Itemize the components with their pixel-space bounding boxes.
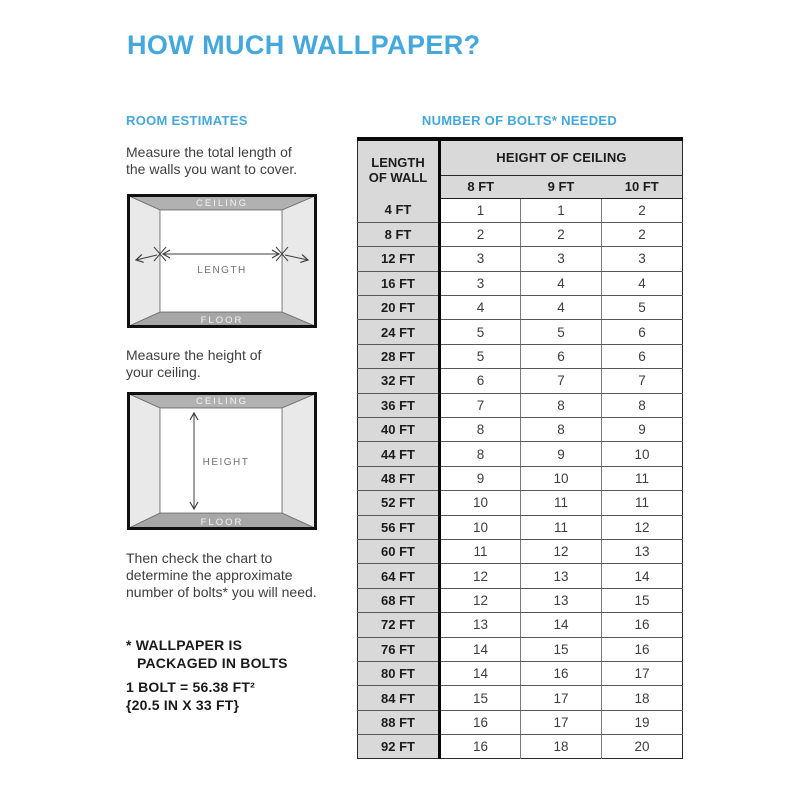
bolt-count-cell: 11	[602, 466, 683, 490]
bolt-count-cell: 17	[521, 710, 602, 734]
table-row	[358, 637, 683, 661]
ceiling-label: CEILING	[195, 396, 249, 407]
bolt-count-cell: 3	[602, 247, 683, 271]
bolt-count-cell: 7	[521, 369, 602, 393]
table-row	[358, 222, 683, 246]
wall-length-label: 64 FT	[358, 564, 440, 588]
bolt-count-cell: 3	[440, 271, 521, 295]
height-label: HEIGHT	[202, 457, 250, 468]
ceiling-label: CEILING	[195, 198, 249, 209]
bolt-count-cell: 13	[521, 564, 602, 588]
measure-length-instruction: Measure the total length of the walls you want to cover.	[126, 144, 298, 177]
bolt-count-cell: 14	[440, 661, 521, 685]
wall-length-label: 44 FT	[358, 442, 440, 466]
table-header-row-1	[358, 139, 683, 175]
wall-length-label: 40 FT	[358, 418, 440, 442]
table-row	[358, 344, 683, 368]
bolt-count-cell: 10	[440, 515, 521, 539]
bolt-count-cell: 5	[440, 320, 521, 344]
bolt-count-cell: 20	[602, 735, 683, 759]
wall-length-label: 12 FT	[358, 247, 440, 271]
room-length-diagram	[127, 194, 317, 328]
bolt-count-cell: 11	[521, 515, 602, 539]
bolt-count-cell: 12	[602, 515, 683, 539]
wall-length-label: 72 FT	[358, 613, 440, 637]
back-wall-plane	[160, 210, 282, 312]
table-row	[358, 564, 683, 588]
bolt-count-cell: 16	[440, 710, 521, 734]
bolt-count-cell: 4	[440, 296, 521, 320]
bolt-count-cell: 1	[440, 198, 521, 222]
bolt-count-cell: 9	[602, 418, 683, 442]
wall-length-label: 36 FT	[358, 393, 440, 417]
bolts-table	[357, 137, 683, 759]
bolt-count-cell: 15	[602, 588, 683, 612]
wall-length-label: 88 FT	[358, 710, 440, 734]
bolts-needed-heading: NUMBER OF BOLTS* NEEDED	[421, 113, 618, 128]
bolt-count-cell: 18	[521, 735, 602, 759]
wall-length-label: 20 FT	[358, 296, 440, 320]
bolt-count-cell: 5	[602, 296, 683, 320]
wall-length-label: 16 FT	[358, 271, 440, 295]
bolt-count-cell: 5	[440, 344, 521, 368]
left-wall-plane	[129, 196, 160, 326]
bolt-count-cell: 13	[521, 588, 602, 612]
col-header-9ft: 9 FT	[521, 175, 602, 198]
bolt-count-cell: 8	[602, 393, 683, 417]
table-row	[358, 613, 683, 637]
bolt-count-cell: 11	[602, 491, 683, 515]
bolt-count-cell: 6	[521, 344, 602, 368]
room-estimates-heading: ROOM ESTIMATES	[126, 113, 248, 128]
bolt-count-cell: 7	[602, 369, 683, 393]
table-row	[358, 320, 683, 344]
col-header-8ft: 8 FT	[440, 175, 521, 198]
bolt-count-cell: 16	[602, 613, 683, 637]
bolt-size-info: 1 BOLT = 56.38 FT² {20.5 IN X 33 FT}	[126, 679, 255, 713]
bolt-count-cell: 10	[521, 466, 602, 490]
bolt-count-cell: 12	[521, 539, 602, 563]
bolt-count-cell: 10	[440, 491, 521, 515]
right-wall-plane	[282, 196, 315, 326]
check-chart-instruction: Then check the chart to determine the approximate number of bolts* you will need.	[126, 550, 317, 600]
col-header-10ft: 10 FT	[602, 175, 683, 198]
wall-length-label: 48 FT	[358, 466, 440, 490]
bolt-count-cell: 14	[521, 613, 602, 637]
bolt-count-cell: 3	[521, 247, 602, 271]
bolt-count-cell: 10	[602, 442, 683, 466]
table-row	[358, 710, 683, 734]
bolt-count-cell: 15	[440, 686, 521, 710]
bolt-count-cell: 4	[602, 271, 683, 295]
bolt-count-cell: 16	[472, 739, 489, 755]
bolt-count-cell: 17	[521, 686, 602, 710]
bolt-count-cell: 11	[521, 491, 602, 515]
table-row	[358, 418, 683, 442]
bolt-count-cell: 14	[602, 564, 683, 588]
table-row	[358, 393, 683, 417]
length-label: LENGTH	[197, 265, 247, 276]
measure-height-instruction: Measure the height of your ceiling.	[126, 347, 262, 380]
floor-label: FLOOR	[200, 517, 244, 528]
bolt-count-cell: 9	[521, 442, 602, 466]
bolt-count-cell: 6	[602, 344, 683, 368]
table-row	[358, 271, 683, 295]
wall-length-label: 8 FT	[358, 222, 440, 246]
bolt-count-cell: 12	[440, 564, 521, 588]
table-row	[358, 491, 683, 515]
table-row	[358, 735, 683, 759]
bolts-table-body	[358, 198, 683, 759]
table-row	[358, 588, 683, 612]
bolt-count-cell: 13	[440, 613, 521, 637]
wall-length-label: 56 FT	[358, 515, 440, 539]
wall-length-label: 84 FT	[358, 686, 440, 710]
bolt-count-cell: 2	[602, 222, 683, 246]
table-row	[358, 247, 683, 271]
wall-length-label: 80 FT	[358, 661, 440, 685]
table-row	[358, 686, 683, 710]
bolt-count-cell: 1	[521, 198, 602, 222]
wall-length-label: 60 FT	[358, 539, 440, 563]
wall-length-label: 4 FT	[358, 198, 440, 222]
bolt-count-cell: 5	[521, 320, 602, 344]
table-row	[358, 539, 683, 563]
room-height-diagram	[127, 392, 317, 530]
bolt-count-cell: 9	[440, 466, 521, 490]
table-row	[358, 296, 683, 320]
bolt-count-cell: 15	[521, 637, 602, 661]
wall-length-label: 32 FT	[358, 369, 440, 393]
bolt-count-cell: 4	[521, 271, 602, 295]
bolt-count-cell: 2	[602, 198, 683, 222]
bolt-count-cell: 3	[440, 247, 521, 271]
wall-length-label: 24 FT	[358, 320, 440, 344]
wall-length-label: 92 FT	[358, 735, 440, 759]
bolt-count-cell: 8	[440, 442, 521, 466]
bolt-count-cell: 2	[440, 222, 521, 246]
table-row	[358, 442, 683, 466]
table-row	[358, 198, 683, 222]
bolt-count-cell: 8	[521, 393, 602, 417]
bolt-count-cell: 8	[440, 418, 521, 442]
bolt-count-cell: 14	[440, 637, 521, 661]
length-of-wall-header: LENGTH OF WALL	[358, 139, 440, 198]
wall-length-label: 52 FT	[358, 491, 440, 515]
bolt-count-cell: 12	[440, 588, 521, 612]
bolts-footnote: * WALLPAPER IS PACKAGED IN BOLTS	[126, 637, 288, 671]
table-row	[358, 661, 683, 685]
bolt-count-cell: 16	[602, 637, 683, 661]
height-of-ceiling-header: HEIGHT OF CEILING	[440, 139, 683, 175]
table-row	[358, 369, 683, 393]
bolt-count-cell: 2	[521, 222, 602, 246]
page-title: HOW MUCH WALLPAPER?	[127, 30, 481, 60]
bolt-count-cell: 19	[602, 710, 683, 734]
bolt-count-cell: 16	[521, 661, 602, 685]
floor-label: FLOOR	[200, 315, 244, 326]
table-row	[358, 466, 683, 490]
bolt-count-cell: 13	[602, 539, 683, 563]
bolt-count-cell: 4	[521, 296, 602, 320]
left-wall-plane	[129, 394, 160, 528]
wall-length-label: 68 FT	[358, 588, 440, 612]
right-wall-plane	[282, 394, 315, 528]
bolt-count-cell: 11	[440, 539, 521, 563]
table-row	[358, 515, 683, 539]
bolt-count-cell: 6	[440, 369, 521, 393]
wall-length-label: 76 FT	[358, 637, 440, 661]
bolt-count-cell: 18	[602, 686, 683, 710]
bolt-count-cell: 7	[440, 393, 521, 417]
wall-length-label: 28 FT	[358, 344, 440, 368]
bolt-count-cell: 6	[602, 320, 683, 344]
bolt-count-cell: 17	[602, 661, 683, 685]
bolt-count-cell: 8	[521, 418, 602, 442]
